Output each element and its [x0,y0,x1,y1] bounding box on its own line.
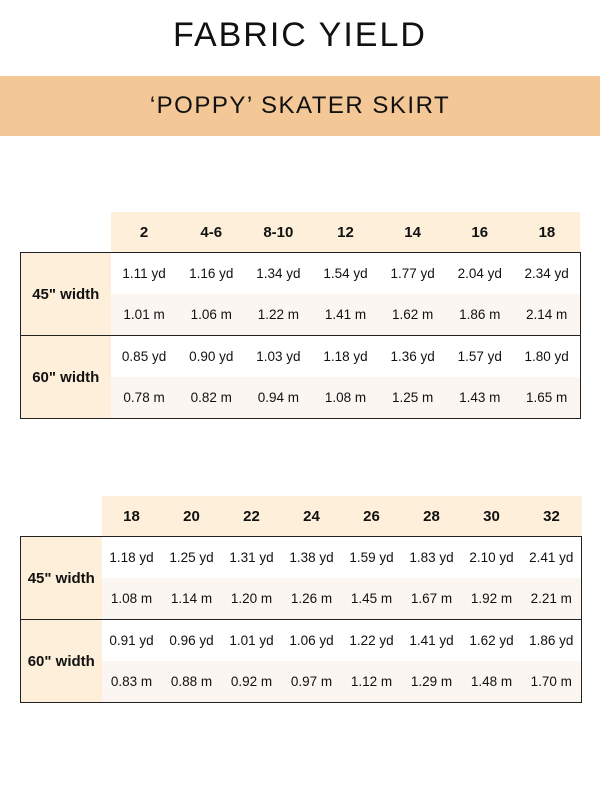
meterage-cell: 1.29 m [402,661,462,703]
meterage-cell: 1.25 m [379,377,446,419]
header-corner [21,212,111,253]
yard-row [21,336,581,378]
yardage-cell: 1.31 yd [222,537,282,579]
meterage-cell: 0.88 m [162,661,222,703]
yardage-cell: 1.80 yd [513,336,580,378]
yardage-cell: 1.34 yd [245,253,312,295]
fabric-width-label: 45" width [21,253,111,336]
meterage-cell: 1.62 m [379,294,446,336]
meterage-cell: 0.78 m [111,377,178,419]
yardage-cell: 0.90 yd [178,336,245,378]
yardage-cell: 1.03 yd [245,336,312,378]
yardage-cell: 1.01 yd [222,620,282,662]
yardage-cell: 2.04 yd [446,253,513,295]
yardage-cell: 1.18 yd [312,336,379,378]
size-header: 8-10 [245,212,312,253]
yardage-cell: 1.11 yd [111,253,178,295]
meterage-cell: 1.20 m [222,578,282,620]
yield-table-small-sizes [20,212,581,419]
yardage-cell: 1.59 yd [342,537,402,579]
meter-row [21,661,582,703]
yardage-cell: 1.06 yd [282,620,342,662]
size-header-row [21,496,582,537]
yardage-cell: 1.25 yd [162,537,222,579]
yardage-cell: 1.62 yd [462,620,522,662]
meterage-cell: 1.48 m [462,661,522,703]
size-header: 30 [462,496,522,537]
yardage-cell: 1.77 yd [379,253,446,295]
meterage-cell: 1.26 m [282,578,342,620]
meterage-cell: 1.45 m [342,578,402,620]
meterage-cell: 1.65 m [513,377,580,419]
size-header: 16 [446,212,513,253]
yardage-cell: 1.36 yd [379,336,446,378]
fabric-width-label: 60" width [21,620,102,703]
size-header-row [21,212,581,253]
yard-row [21,620,582,662]
yardage-cell: 1.18 yd [102,537,162,579]
meterage-cell: 0.97 m [282,661,342,703]
size-header: 24 [282,496,342,537]
meterage-cell: 1.43 m [446,377,513,419]
size-header: 20 [162,496,222,537]
header-corner [21,496,102,537]
fabric-width-label: 60" width [21,336,111,419]
size-header: 22 [222,496,282,537]
size-header: 26 [342,496,402,537]
yardage-cell: 2.34 yd [513,253,580,295]
size-header: 12 [312,212,379,253]
meterage-cell: 1.41 m [312,294,379,336]
meterage-cell: 1.22 m [245,294,312,336]
meterage-cell: 1.08 m [102,578,162,620]
yard-row [21,253,581,295]
yardage-cell: 2.41 yd [522,537,582,579]
yardage-cell: 1.86 yd [522,620,582,662]
yardage-cell: 1.16 yd [178,253,245,295]
yield-table-large-sizes [20,496,582,703]
size-header: 2 [111,212,178,253]
meterage-cell: 0.83 m [102,661,162,703]
meterage-cell: 0.82 m [178,377,245,419]
fabric-width-label: 45" width [21,537,102,620]
subtitle-banner [0,76,600,136]
yardage-cell: 0.85 yd [111,336,178,378]
meterage-cell: 2.14 m [513,294,580,336]
meterage-cell: 1.67 m [402,578,462,620]
meterage-cell: 1.86 m [446,294,513,336]
yardage-cell: 1.54 yd [312,253,379,295]
meterage-cell: 1.06 m [178,294,245,336]
yardage-cell: 1.38 yd [282,537,342,579]
meterage-cell: 0.94 m [245,377,312,419]
page-title: FABRIC YIELD [173,16,427,54]
meterage-cell: 1.12 m [342,661,402,703]
meterage-cell: 2.21 m [522,578,582,620]
meterage-cell: 1.70 m [522,661,582,703]
pattern-name: ‘POPPY’ SKATER SKIRT [149,92,451,119]
meterage-cell: 1.92 m [462,578,522,620]
yardage-cell: 0.91 yd [102,620,162,662]
yardage-cell: 1.83 yd [402,537,462,579]
yard-row [21,537,582,579]
size-header: 18 [102,496,162,537]
size-header: 4-6 [178,212,245,253]
meterage-cell: 0.92 m [222,661,282,703]
size-header: 14 [379,212,446,253]
yardage-cell: 1.41 yd [402,620,462,662]
yardage-cell: 0.96 yd [162,620,222,662]
yardage-cell: 1.57 yd [446,336,513,378]
yardage-cell: 1.22 yd [342,620,402,662]
size-header: 18 [513,212,580,253]
meterage-cell: 1.08 m [312,377,379,419]
yardage-cell: 2.10 yd [462,537,522,579]
meter-row [21,578,582,620]
meterage-cell: 1.01 m [111,294,178,336]
size-header: 28 [402,496,462,537]
size-header: 32 [522,496,582,537]
meterage-cell: 1.14 m [162,578,222,620]
